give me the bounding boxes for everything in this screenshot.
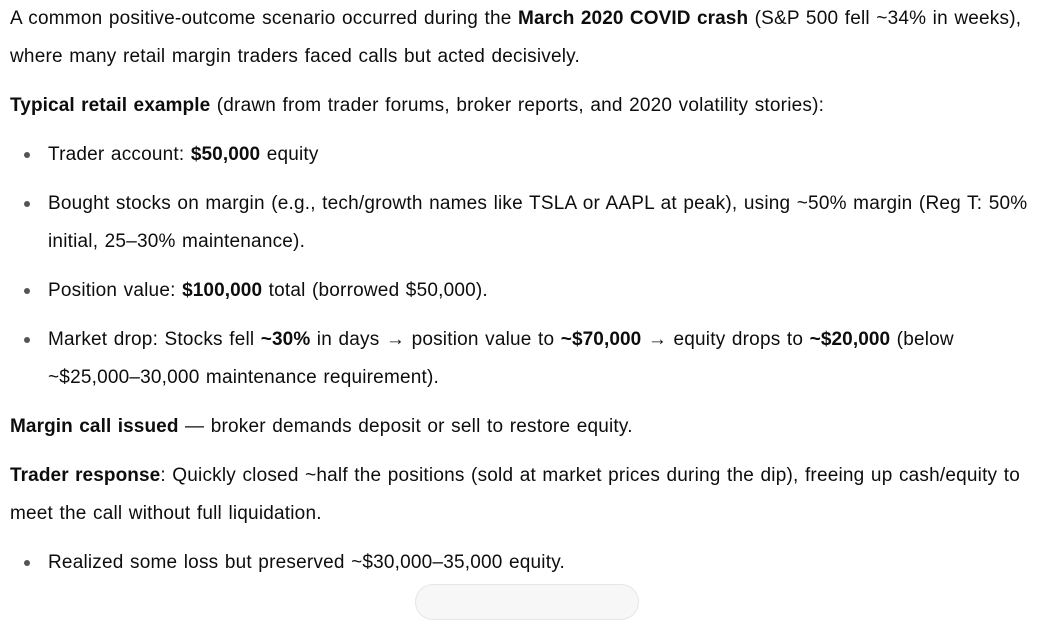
list-item-text: Trader account: $50,000 equity — [48, 144, 319, 165]
bottom-pill-button[interactable] — [415, 584, 639, 620]
example-intro-paragraph: Typical retail example (drawn from trader forums, broker reports, and 2020 volatility stories): — [10, 95, 825, 116]
bullet-icon — [24, 288, 30, 294]
list-item — [10, 185, 1036, 261]
bullet-icon — [24, 560, 30, 566]
list-item — [10, 544, 1036, 582]
bullet-icon — [24, 201, 30, 207]
trader-response-paragraph: Trader response: Quickly closed ~half the positions (sold at market prices during the dip), freeing up cash/equity to meet the call without full liquidation. — [10, 465, 1020, 524]
intro-paragraph: A common positive-outcome scenario occurred during the March 2020 COVID crash (S&P 500 fell ~34% in weeks), where many retail margin traders faced calls but acted decisively. — [10, 8, 1022, 67]
list-item — [10, 272, 1036, 310]
bullet-icon — [24, 152, 30, 158]
bullet-icon — [24, 337, 30, 343]
example-list — [10, 136, 1036, 397]
list-item-text: Realized some loss but preserved ~$30,000–35,000 equity. — [48, 552, 565, 573]
list-item-text: Bought stocks on margin (e.g., tech/growth names like TSLA or AAPL at peak), using ~50% margin (Reg T: 50% initial, 25–30% maintenance). — [48, 193, 1028, 252]
margin-call-paragraph: Margin call issued — broker demands deposit or sell to restore equity. — [10, 416, 633, 437]
outcome-list — [10, 544, 1036, 582]
list-item — [10, 321, 1036, 397]
list-item-text: Position value: $100,000 total (borrowed $50,000). — [48, 280, 488, 301]
list-item-text: Market drop: Stocks fell ~30% in days → position value to ~$70,000 → equity drops to ~$20,000 (below ~$25,000–30,000 maintenance requirement). — [48, 329, 954, 388]
list-item — [10, 136, 1036, 174]
